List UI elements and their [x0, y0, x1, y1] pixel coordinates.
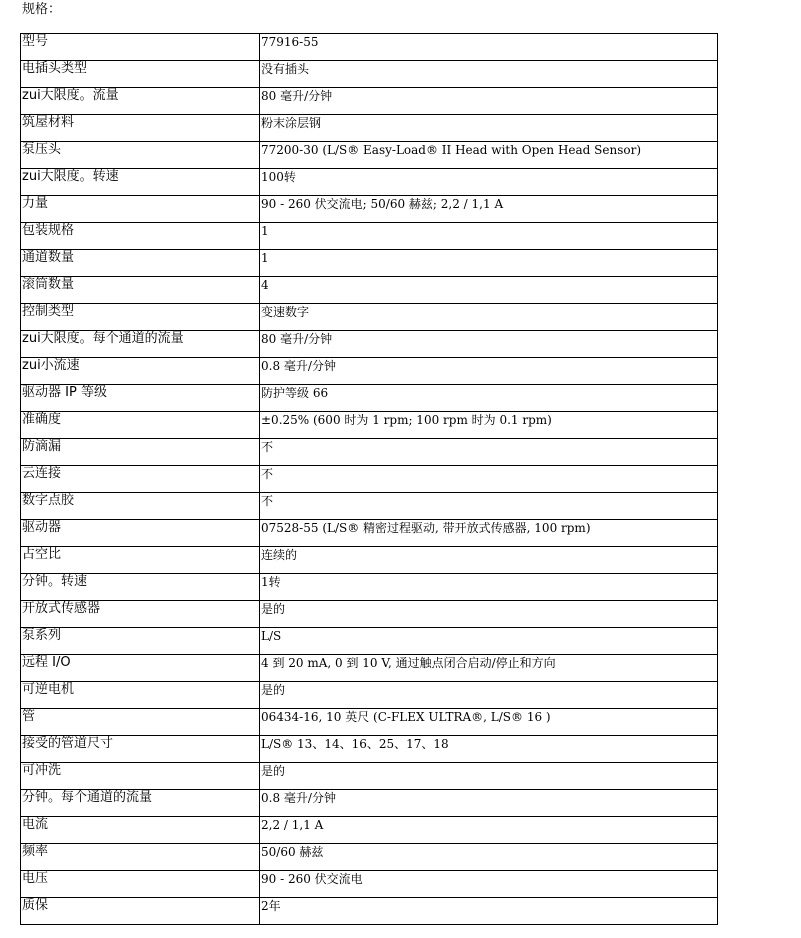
spec-key: 数字点胶 [21, 493, 260, 520]
spec-key: 泵压头 [21, 142, 260, 169]
spec-value: ±0.25% (600 时为 1 rpm; 100 rpm 时为 0.1 rpm) [260, 412, 718, 439]
spec-value: 变速数字 [260, 304, 718, 331]
spec-value: 90 - 260 伏交流电 [260, 871, 718, 898]
table-row [21, 412, 718, 439]
spec-value: 2年 [260, 898, 718, 925]
spec-key: 可冲洗 [21, 763, 260, 790]
spec-key: 电插头类型 [21, 61, 260, 88]
spec-key: 电压 [21, 871, 260, 898]
spec-key: 筑屋材料 [21, 115, 260, 142]
table-row [21, 736, 718, 763]
table-row [21, 763, 718, 790]
spec-table [20, 33, 718, 925]
table-row [21, 223, 718, 250]
spec-key: 管 [21, 709, 260, 736]
spec-value: L/S® 13、14、16、25、17、18 [260, 736, 718, 763]
spec-key: 开放式传感器 [21, 601, 260, 628]
spec-key: 准确度 [21, 412, 260, 439]
table-row [21, 196, 718, 223]
spec-key: 力量 [21, 196, 260, 223]
spec-key: 滚筒数量 [21, 277, 260, 304]
spec-key: 包装规格 [21, 223, 260, 250]
table-row [21, 547, 718, 574]
spec-key: 泵系列 [21, 628, 260, 655]
spec-key: 驱动器 IP 等级 [21, 385, 260, 412]
spec-key: zui大限度。流量 [21, 88, 260, 115]
spec-key: 占空比 [21, 547, 260, 574]
spec-key: 频率 [21, 844, 260, 871]
spec-value: 100转 [260, 169, 718, 196]
table-row [21, 682, 718, 709]
spec-value: 连续的 [260, 547, 718, 574]
spec-key: 电流 [21, 817, 260, 844]
table-row [21, 520, 718, 547]
spec-value: 不 [260, 439, 718, 466]
spec-key: 可逆电机 [21, 682, 260, 709]
spec-key: zui小流速 [21, 358, 260, 385]
spec-value: 77916-55 [260, 34, 718, 61]
table-row [21, 34, 718, 61]
table-row [21, 817, 718, 844]
table-row [21, 385, 718, 412]
spec-value: 是的 [260, 601, 718, 628]
spec-key: 防滴漏 [21, 439, 260, 466]
spec-key: 质保 [21, 898, 260, 925]
spec-value: 1转 [260, 574, 718, 601]
spec-key: 驱动器 [21, 520, 260, 547]
spec-value: 是的 [260, 682, 718, 709]
spec-value: 07528-55 (L/S® 精密过程驱动, 带开放式传感器, 100 rpm) [260, 520, 718, 547]
table-row [21, 250, 718, 277]
spec-key: 云连接 [21, 466, 260, 493]
table-row [21, 439, 718, 466]
table-row [21, 466, 718, 493]
spec-value: 90 - 260 伏交流电; 50/60 赫兹; 2,2 / 1,1 A [260, 196, 718, 223]
spec-value: 80 毫升/分钟 [260, 331, 718, 358]
spec-key: 分钟。转速 [21, 574, 260, 601]
spec-value: 4 [260, 277, 718, 304]
spec-value: 粉末涂层钢 [260, 115, 718, 142]
spec-key: zui大限度。转速 [21, 169, 260, 196]
table-row [21, 169, 718, 196]
spec-key: 分钟。每个通道的流量 [21, 790, 260, 817]
spec-key: 型号 [21, 34, 260, 61]
spec-key: 通道数量 [21, 250, 260, 277]
table-row [21, 88, 718, 115]
table-row [21, 844, 718, 871]
spec-value: 没有插头 [260, 61, 718, 88]
spec-value: 1 [260, 250, 718, 277]
table-row [21, 304, 718, 331]
table-row [21, 493, 718, 520]
spec-value: 80 毫升/分钟 [260, 88, 718, 115]
spec-value: 06434-16, 10 英尺 (C-FLEX ULTRA®, L/S® 16 ) [260, 709, 718, 736]
spec-table-body [21, 34, 718, 925]
spec-key: zui大限度。每个通道的流量 [21, 331, 260, 358]
spec-key: 控制类型 [21, 304, 260, 331]
spec-value: 2,2 / 1,1 A [260, 817, 718, 844]
spec-value: 不 [260, 493, 718, 520]
table-row [21, 601, 718, 628]
spec-value: L/S [260, 628, 718, 655]
table-row [21, 61, 718, 88]
spec-value: 是的 [260, 763, 718, 790]
table-row [21, 898, 718, 925]
table-row [21, 277, 718, 304]
table-row [21, 358, 718, 385]
table-row [21, 709, 718, 736]
spec-value: 1 [260, 223, 718, 250]
spec-key: 远程 I/O [21, 655, 260, 682]
spec-value: 0.8 毫升/分钟 [260, 790, 718, 817]
table-row [21, 871, 718, 898]
spec-value: 防护等级 66 [260, 385, 718, 412]
spec-heading: 规格： [22, 2, 62, 17]
spec-value: 50/60 赫兹 [260, 844, 718, 871]
table-row [21, 628, 718, 655]
spec-value: 4 到 20 mA, 0 到 10 V, 通过触点闭合启动/停止和方向 [260, 655, 718, 682]
spec-value: 77200-30 (L/S® Easy-Load® II Head with Open Head Sensor) [260, 142, 718, 169]
table-row [21, 790, 718, 817]
table-row [21, 574, 718, 601]
table-row [21, 142, 718, 169]
spec-value: 0.8 毫升/分钟 [260, 358, 718, 385]
table-row [21, 655, 718, 682]
spec-value: 不 [260, 466, 718, 493]
table-row [21, 331, 718, 358]
spec-key: 接受的管道尺寸 [21, 736, 260, 763]
table-row [21, 115, 718, 142]
